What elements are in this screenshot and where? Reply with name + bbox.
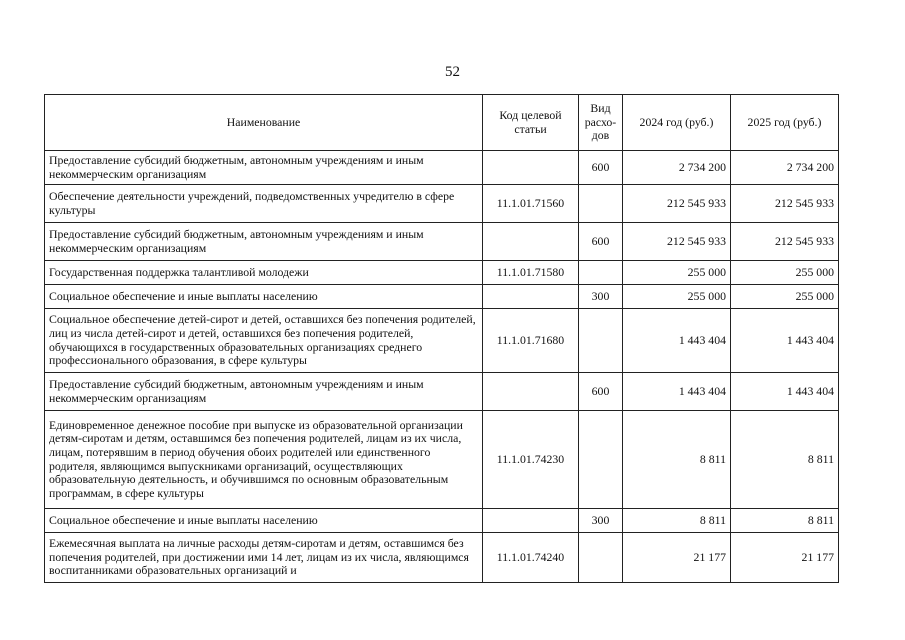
row-2025: 212 545 933 — [731, 223, 839, 261]
table-row — [45, 509, 839, 533]
row-vid — [579, 261, 623, 285]
row-name: Социальное обеспечение и иные выплаты населению — [45, 509, 483, 533]
row-vid: 300 — [579, 285, 623, 309]
header-name: Наименование — [45, 95, 483, 151]
row-vid: 600 — [579, 373, 623, 411]
table-row — [45, 373, 839, 411]
page-number: 52 — [445, 64, 460, 80]
row-code: 11.1.01.71580 — [483, 261, 579, 285]
row-code: 11.1.01.71680 — [483, 309, 579, 373]
table-row — [45, 309, 839, 373]
row-2025: 8 811 — [731, 509, 839, 533]
row-vid — [579, 309, 623, 373]
row-2024: 212 545 933 — [623, 223, 731, 261]
row-name: Ежемесячная выплата на личные расходы детям-сиротам и детям, оставшимся без попечения родителей, при достижении ими 14 лет, лицам из их числа, являющимся воспитанниками образовательных организаций и — [45, 533, 483, 583]
row-name: Единовременное денежное пособие при выпуске из образовательной организации детям-сиротам и детям, оставшимся без попечения родителей, лицам из их числа, лицам, потерявшим в период обучения обоих родителей или единственного родителя, являющимся выпускниками организаций, осуществляющих образовательную деятельность, и обучившимся по основным образовательным программам, в сфере культуры — [45, 411, 483, 509]
row-code — [483, 151, 579, 185]
header-2024: 2024 год (руб.) — [623, 95, 731, 151]
row-2024: 2 734 200 — [623, 151, 731, 185]
table-row — [45, 223, 839, 261]
header-vid: Вид расхо-дов — [579, 95, 623, 151]
row-2025: 1 443 404 — [731, 373, 839, 411]
row-2024: 255 000 — [623, 285, 731, 309]
table-row — [45, 285, 839, 309]
row-2025: 255 000 — [731, 261, 839, 285]
row-2025: 1 443 404 — [731, 309, 839, 373]
row-2025: 2 734 200 — [731, 151, 839, 185]
row-2024: 1 443 404 — [623, 373, 731, 411]
row-2024: 8 811 — [623, 411, 731, 509]
row-code: 11.1.01.74240 — [483, 533, 579, 583]
row-name: Предоставление субсидий бюджетным, автономным учреждениям и иным некоммерческим организациям — [45, 151, 483, 185]
header-2025: 2025 год (руб.) — [731, 95, 839, 151]
row-2024: 1 443 404 — [623, 309, 731, 373]
row-name: Предоставление субсидий бюджетным, автономным учреждениям и иным некоммерческим организациям — [45, 223, 483, 261]
row-vid: 600 — [579, 223, 623, 261]
row-name: Социальное обеспечение детей-сирот и детей, оставшихся без попечения родителей, лиц из числа детей-сирот и детей, оставшихся без попечения родителей, обучающихся в государственных образовательных организациях среднего профессионального образования, в сфере культуры — [45, 309, 483, 373]
row-vid — [579, 411, 623, 509]
row-name: Предоставление субсидий бюджетным, автономным учреждениям и иным некоммерческим организациям — [45, 373, 483, 411]
row-2024: 255 000 — [623, 261, 731, 285]
row-vid: 600 — [579, 151, 623, 185]
row-vid — [579, 185, 623, 223]
row-2024: 21 177 — [623, 533, 731, 583]
row-code: 11.1.01.74230 — [483, 411, 579, 509]
row-name: Социальное обеспечение и иные выплаты населению — [45, 285, 483, 309]
row-code — [483, 509, 579, 533]
row-vid: 300 — [579, 509, 623, 533]
row-2025: 21 177 — [731, 533, 839, 583]
table-row — [45, 261, 839, 285]
row-name: Государственная поддержка талантливой молодежи — [45, 261, 483, 285]
row-2024: 212 545 933 — [623, 185, 731, 223]
row-code: 11.1.01.71560 — [483, 185, 579, 223]
table-header-row — [45, 95, 839, 151]
table-row — [45, 185, 839, 223]
row-code — [483, 285, 579, 309]
row-name: Обеспечение деятельности учреждений, подведомственных учредителю в сфере культуры — [45, 185, 483, 223]
header-code: Код целевой статьи — [483, 95, 579, 151]
row-code — [483, 223, 579, 261]
row-vid — [579, 533, 623, 583]
row-code — [483, 373, 579, 411]
row-2024: 8 811 — [623, 509, 731, 533]
budget-table — [44, 94, 839, 583]
row-2025: 8 811 — [731, 411, 839, 509]
table-row — [45, 533, 839, 583]
table-row — [45, 411, 839, 509]
row-2025: 212 545 933 — [731, 185, 839, 223]
table-row — [45, 151, 839, 185]
row-2025: 255 000 — [731, 285, 839, 309]
